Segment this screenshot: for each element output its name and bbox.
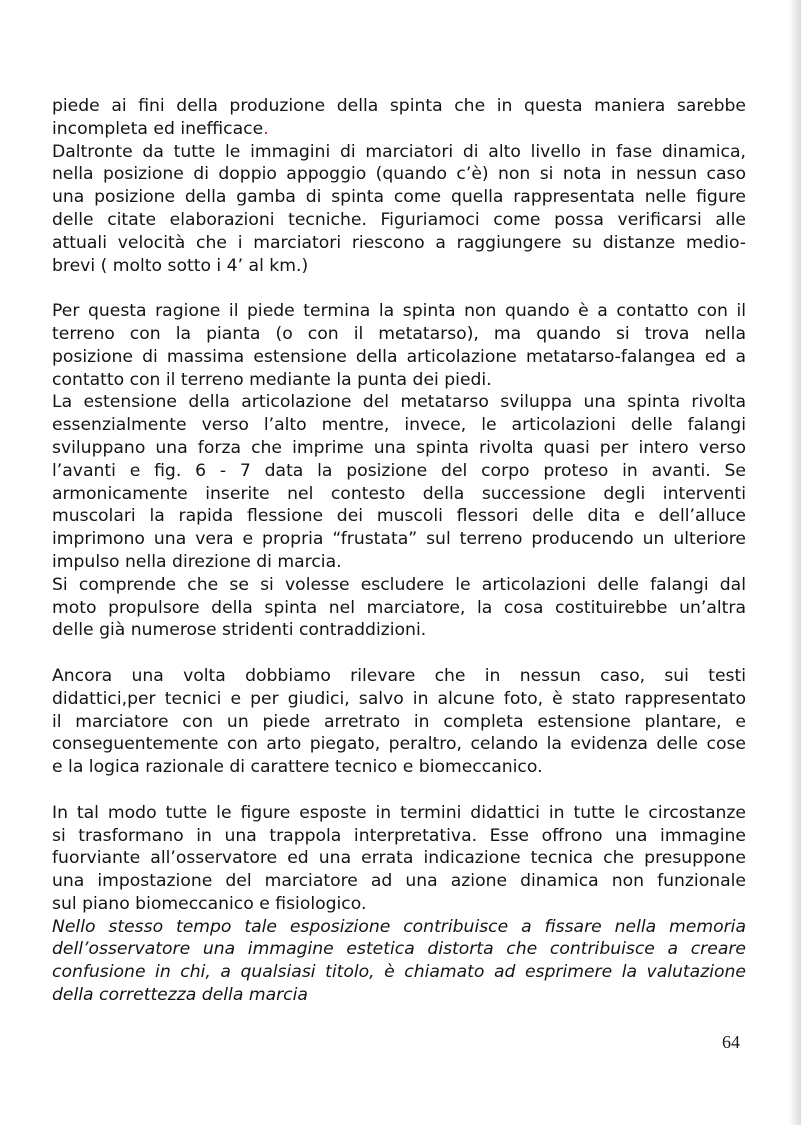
text-line: delle già numerose stridenti contraddizioni. <box>52 620 427 641</box>
text-line: dell’osservatore una immagine estetica distorta che contribuisce a creare <box>52 939 746 960</box>
paragraph-3 <box>52 300 746 391</box>
text-line-content: incompleta ed inefficace <box>52 118 264 139</box>
text-line: Si comprende che se si volesse escludere le articolazioni delle falangi dal <box>52 574 746 595</box>
text-line: il marciatore con un piede arretrato in completa estensione plantare, e <box>52 711 746 732</box>
text-line: Ancora una volta dobbiamo rilevare che in nessun caso, sui testi <box>52 665 746 686</box>
paragraph-2 <box>52 141 746 278</box>
text-line: armonicamente inserite nel contesto della successione degli interventi <box>52 483 746 504</box>
text-line: In tal modo tutte le figure esposte in termini didattici in tutte le circostanze <box>52 802 746 823</box>
paragraph-6 <box>52 665 746 779</box>
text-line: una posizione della gamba di spinta come quella rappresentata nelle figure <box>52 187 746 208</box>
text-line: muscolari la rapida flessione dei muscoli flessori delle dita e dell’alluce <box>52 506 746 527</box>
text-line: della correttezza della marcia <box>52 985 308 1006</box>
text-line: confusione in chi, a qualsiasi titolo, è chiamato ad esprimere la valutazione <box>52 962 746 983</box>
text-line: fuorviante all’osservatore ed una errata indicazione tecnica che presuppone <box>52 848 746 869</box>
paragraph-8-italic <box>52 916 746 1007</box>
paragraph-gap <box>52 779 746 802</box>
paragraph-1 <box>52 95 746 141</box>
text-line: l’avanti e fig. 6 - 7 data la posizione del corpo proteso in avanti. Se <box>52 460 746 481</box>
document-page <box>52 95 746 1007</box>
text-line: delle citate elaborazioni tecniche. Figuriamoci come possa verificarsi alle <box>52 209 746 230</box>
text-line: brevi ( molto sotto i 4’ al km.) <box>52 255 309 276</box>
red-period: . <box>263 118 269 139</box>
text-line: Per questa ragione il piede termina la spinta non quando è a contatto con il <box>52 301 746 322</box>
paragraph-4 <box>52 391 746 573</box>
text-line: Daltronte da tutte le immagini di marciatori di alto livello in fase dinamica, <box>52 141 746 162</box>
page-number: 64 <box>722 1032 740 1052</box>
text-line: attuali velocità che i marciatori riescono a raggiungere su distanze medio- <box>52 232 746 253</box>
paragraph-gap <box>52 642 746 665</box>
text-line: si trasformano in una trappola interpretativa. Esse offrono una immagine <box>52 825 746 846</box>
text-line: essenzialmente verso l’alto mentre, invece, le articolazioni delle falangi <box>52 415 746 436</box>
text-line: nella posizione di doppio appoggio (quando c’è) non si nota in nessun caso <box>52 164 746 185</box>
text-line: contatto con il terreno mediante la punta dei piedi. <box>52 369 492 390</box>
text-line: Nello stesso tempo tale esposizione contribuisce a fissare nella memoria <box>52 916 746 937</box>
paragraph-5 <box>52 574 746 642</box>
text-line: sul piano biomeccanico e fisiologico. <box>52 893 367 914</box>
text-line <box>52 118 746 141</box>
text-line: posizione di massima estensione della articolazione metatarso-falangea ed a <box>52 346 746 367</box>
text-line: didattici,per tecnici e per giudici, salvo in alcune foto, è stato rappresentato <box>52 688 746 709</box>
text-line: piede ai fini della produzione della spinta che in questa maniera sarebbe <box>52 96 746 116</box>
page-edge-shadow <box>789 0 801 1125</box>
text-line: terreno con la pianta (o con il metatarso), ma quando si trova nella <box>52 323 746 344</box>
paragraph-gap <box>52 277 746 300</box>
text-line: una impostazione del marciatore ad una azione dinamica non funzionale <box>52 871 746 892</box>
text-line: moto propulsore della spinta nel marciatore, la cosa costituirebbe un’altra <box>52 597 746 618</box>
text-line: La estensione della articolazione del metatarso sviluppa una spinta rivolta <box>52 392 746 413</box>
text-line: sviluppano una forza che imprime una spinta rivolta quasi per intero verso <box>52 437 746 458</box>
text-line: impulso nella direzione di marcia. <box>52 551 342 572</box>
text-line: e la logica razionale di carattere tecnico e biomeccanico. <box>52 757 543 778</box>
text-line: imprimono una vera e propria “frustata” sul terreno producendo un ulteriore <box>52 529 746 550</box>
text-line: conseguentemente con arto piegato, peraltro, celando la evidenza delle cose <box>52 734 746 755</box>
paragraph-7 <box>52 802 746 916</box>
